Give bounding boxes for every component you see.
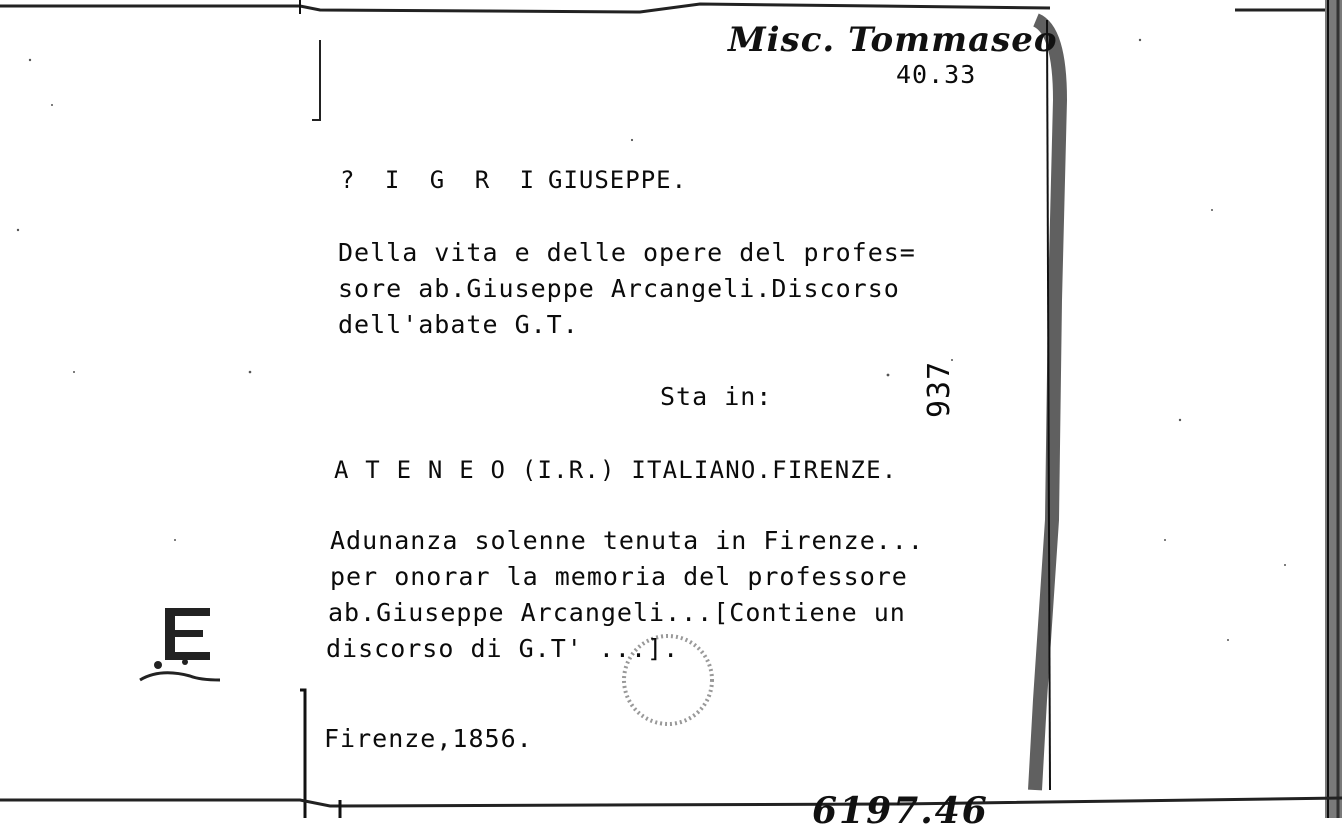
side-stamp-number: 937 [922,360,957,418]
host-heading: A T E N E O (I.R.) ITALIANO.FIRENZE. [334,456,898,484]
bottom-handwritten-number: 6197.46 [812,790,989,832]
contained-in-label: Sta in: [660,382,773,411]
title-line-1: Della vita e delle opere del profes= [338,238,916,267]
host-description-line-2: per onorar la memoria del professore [330,562,908,591]
author-forename: GIUSEPPE. [548,166,688,194]
title-line-3: dell'abate G.T. [338,310,579,339]
imprint: Firenze,1856. [324,724,533,753]
title-line-2: sore ab.Giuseppe Arcangeli.Discorso [338,274,900,303]
host-description-line-3: ab.Giuseppe Arcangeli...[Contiene un [328,598,906,627]
author-surname: ? I G R I [340,166,543,194]
collection-shelfmark-handwritten: Misc. Tommaseo [728,20,1058,60]
host-description-line-4: discorso di G.T' ...]. [326,634,680,663]
host-description-line-1: Adunanza solenne tenuta in Firenze... [330,526,924,555]
shelfmark-number: 40.33 [896,60,977,89]
